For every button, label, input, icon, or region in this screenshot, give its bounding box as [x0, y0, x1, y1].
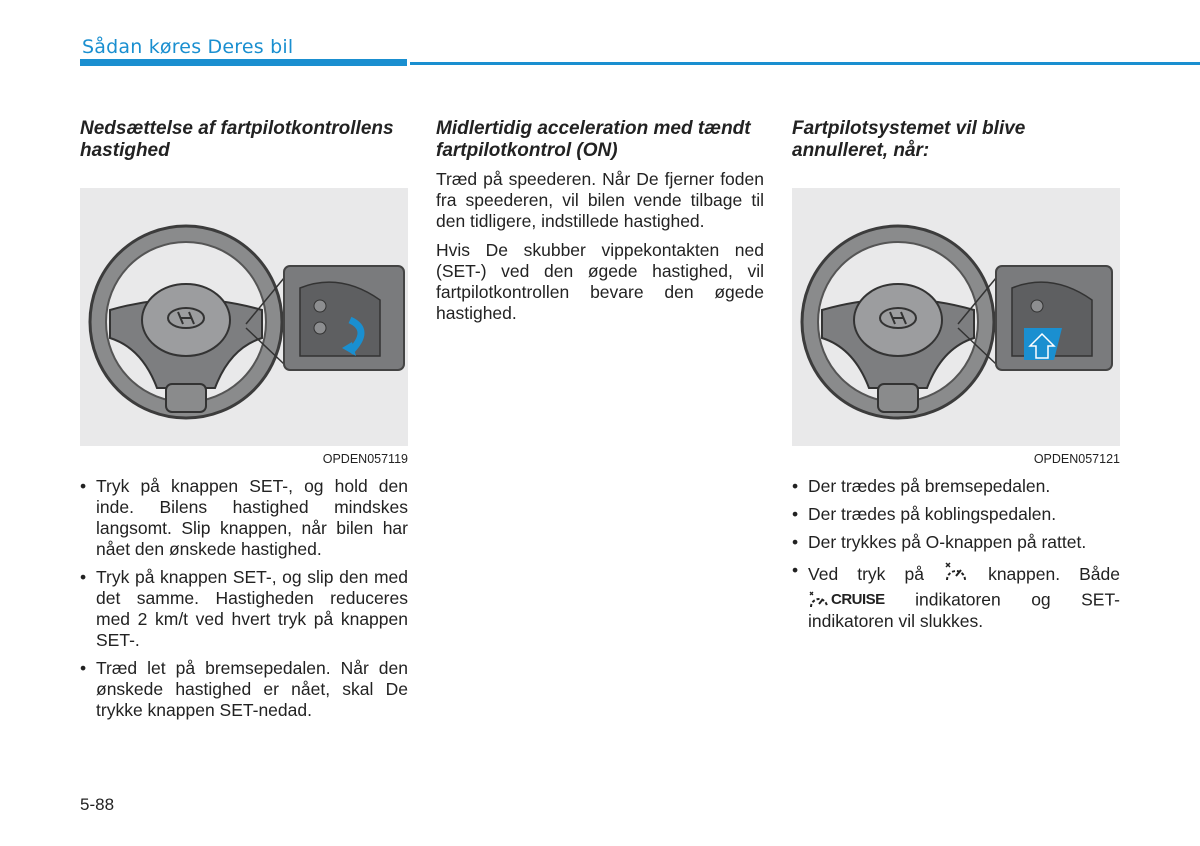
- list-item: • Der trykkes på O-knappen på rattet.: [792, 532, 1120, 553]
- bullet-list: [80, 476, 408, 721]
- paragraph: Træd på speederen. Når De fjerner foden fra speederen, vil bilen vende tilbage til den tidligere, indstillede hastighed.: [436, 169, 764, 231]
- text-segment: indikatoren og SET-indikatoren vil slukkes.: [808, 589, 1120, 631]
- page-number: 5-88: [80, 795, 115, 814]
- column-middle: [436, 118, 764, 332]
- header-bar: [80, 59, 407, 66]
- section-title: Sådan køres Deres bil: [82, 36, 294, 58]
- list-item: • Tryk på knappen SET-, og hold den inde. Bilens hastighed mindskes langsomt. Slip knappen, når bilen har nået den ønskede hastighed.: [80, 476, 408, 560]
- header-rule: [410, 62, 1200, 65]
- heading-speed-reduction: Nedsættelse af fartpilotkontrollens hastighed: [80, 118, 394, 161]
- text-segment: Ved tryk på: [808, 564, 924, 584]
- heading-cruise-cancelled: Fartpilotsystemet vil blive annulleret, når:: [792, 118, 1026, 161]
- column-left: [80, 118, 408, 728]
- cruise-speedometer-icon: [943, 560, 969, 589]
- list-item: [792, 560, 1120, 632]
- figure-code: OPDEN057121: [1033, 452, 1120, 466]
- steering-wheel-figure-2: [792, 188, 1120, 446]
- column-right: [792, 118, 1120, 639]
- figure-code: OPDEN057119: [322, 452, 408, 466]
- steering-wheel-illustration: [80, 188, 408, 446]
- list-item: • Der trædes på bremsepedalen.: [792, 476, 1120, 497]
- cruise-label: CRUISE: [831, 591, 885, 608]
- paragraph: Hvis De skubber vippekontakten ned (SET-) ved den øgede hastighed, vil fartpilotkontrollen bevare den øgede hastighed.: [436, 240, 764, 323]
- text-segment: knappen. Både: [988, 564, 1120, 584]
- list-item: • Tryk på knappen SET-, og slip den med det samme. Hastigheden reduceres med 2 km/t ved hvert tryk på knappen SET-.: [80, 567, 408, 651]
- cruise-indicator-icon: [808, 589, 885, 610]
- bullet-list: [792, 476, 1120, 632]
- list-item: • Der trædes på koblingspedalen.: [792, 504, 1120, 525]
- heading-temporary-acceleration: Midlertidig acceleration med tændt fartpilotkontrol (ON): [436, 118, 751, 161]
- list-item: • Træd let på bremsepedalen. Når den ønskede hastighed er nået, skal De trykke knappen SET-nedad.: [80, 658, 408, 721]
- steering-wheel-illustration: [792, 188, 1120, 446]
- steering-wheel-figure-1: [80, 188, 408, 446]
